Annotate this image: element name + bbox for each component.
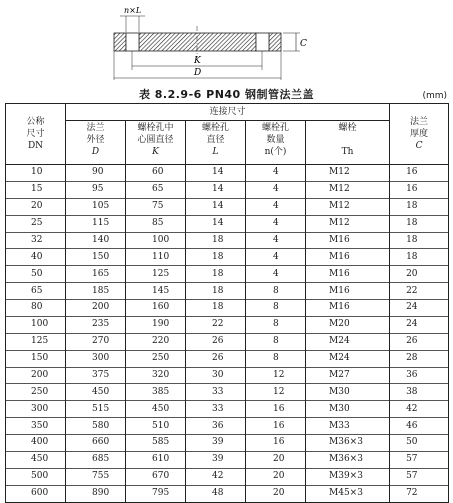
table-row bbox=[6, 485, 449, 502]
cell-hole-count: 16 bbox=[246, 401, 306, 418]
flange-body bbox=[114, 33, 281, 51]
cell-hole-count: 4 bbox=[246, 198, 306, 215]
cell-hole-diameter: 14 bbox=[186, 165, 246, 182]
cell-hole-diameter: 48 bbox=[186, 485, 246, 502]
cell-outer-diameter: 755 bbox=[66, 468, 126, 485]
cell-outer-diameter: 185 bbox=[66, 283, 126, 300]
cell-dn: 300 bbox=[6, 401, 66, 418]
cell-dn: 10 bbox=[6, 165, 66, 182]
cell-dn: 80 bbox=[6, 300, 66, 317]
cell-hole-diameter: 33 bbox=[186, 384, 246, 401]
cell-outer-diameter: 580 bbox=[66, 418, 126, 435]
cell-dn: 200 bbox=[6, 367, 66, 384]
cell-dn: 400 bbox=[6, 435, 66, 452]
cell-thickness: 16 bbox=[390, 181, 449, 198]
cell-dn: 15 bbox=[6, 181, 66, 198]
cell-bolt-circle: 220 bbox=[126, 333, 186, 350]
cell-hole-diameter: 18 bbox=[186, 249, 246, 266]
cell-thickness: 24 bbox=[390, 316, 449, 333]
cell-bolt: M30 bbox=[306, 384, 390, 401]
cell-bolt-circle: 320 bbox=[126, 367, 186, 384]
cell-outer-diameter: 270 bbox=[66, 333, 126, 350]
cell-hole-diameter: 14 bbox=[186, 181, 246, 198]
cell-hole-count: 16 bbox=[246, 435, 306, 452]
cell-outer-diameter: 235 bbox=[66, 316, 126, 333]
header-bolt: 螺栓 Th bbox=[306, 121, 390, 165]
cell-thickness: 28 bbox=[390, 350, 449, 367]
cell-bolt-circle: 450 bbox=[126, 401, 186, 418]
cell-thickness: 57 bbox=[390, 451, 449, 468]
cell-bolt-circle: 145 bbox=[126, 283, 186, 300]
cell-bolt-circle: 100 bbox=[126, 232, 186, 249]
table-row bbox=[6, 300, 449, 317]
cell-outer-diameter: 95 bbox=[66, 181, 126, 198]
cell-bolt-circle: 65 bbox=[126, 181, 186, 198]
flange-spec-table bbox=[5, 103, 449, 503]
header-dn: 公称 尺寸 DN bbox=[6, 104, 66, 165]
cell-bolt-circle: 160 bbox=[126, 300, 186, 317]
cell-thickness: 57 bbox=[390, 468, 449, 485]
cell-bolt-circle: 85 bbox=[126, 215, 186, 232]
cell-bolt-circle: 610 bbox=[126, 451, 186, 468]
cell-outer-diameter: 105 bbox=[66, 198, 126, 215]
cell-bolt-circle: 250 bbox=[126, 350, 186, 367]
cell-hole-count: 8 bbox=[246, 316, 306, 333]
cell-thickness: 50 bbox=[390, 435, 449, 452]
cell-bolt: M30 bbox=[306, 401, 390, 418]
cell-thickness: 16 bbox=[390, 165, 449, 182]
cell-bolt: M12 bbox=[306, 165, 390, 182]
cell-bolt: M27 bbox=[306, 367, 390, 384]
cell-thickness: 18 bbox=[390, 232, 449, 249]
cell-thickness: 38 bbox=[390, 384, 449, 401]
table-row bbox=[6, 468, 449, 485]
table-row bbox=[6, 232, 449, 249]
cell-bolt: M24 bbox=[306, 350, 390, 367]
cell-bolt: M36×3 bbox=[306, 435, 390, 452]
table-row bbox=[6, 350, 449, 367]
cell-outer-diameter: 890 bbox=[66, 485, 126, 502]
cell-thickness: 26 bbox=[390, 333, 449, 350]
cell-hole-diameter: 18 bbox=[186, 232, 246, 249]
table-title: 表 8.2.9-6 PN40 钢制管法兰盖 bbox=[138, 88, 315, 101]
cell-outer-diameter: 150 bbox=[66, 249, 126, 266]
cell-thickness: 18 bbox=[390, 249, 449, 266]
cell-dn: 65 bbox=[6, 283, 66, 300]
cell-hole-diameter: 18 bbox=[186, 283, 246, 300]
cell-hole-count: 4 bbox=[246, 232, 306, 249]
cell-hole-count: 4 bbox=[246, 181, 306, 198]
table-body bbox=[6, 165, 449, 503]
table-row bbox=[6, 215, 449, 232]
cell-outer-diameter: 90 bbox=[66, 165, 126, 182]
cell-bolt: M20 bbox=[306, 316, 390, 333]
cell-dn: 250 bbox=[6, 384, 66, 401]
cell-hole-count: 16 bbox=[246, 418, 306, 435]
cell-bolt: M12 bbox=[306, 181, 390, 198]
cell-thickness: 22 bbox=[390, 283, 449, 300]
cell-thickness: 36 bbox=[390, 367, 449, 384]
cell-bolt-circle: 60 bbox=[126, 165, 186, 182]
cell-bolt: M16 bbox=[306, 283, 390, 300]
table-caption bbox=[0, 86, 453, 102]
cell-thickness: 18 bbox=[390, 215, 449, 232]
cell-dn: 25 bbox=[6, 215, 66, 232]
cell-hole-count: 20 bbox=[246, 451, 306, 468]
cell-dn: 500 bbox=[6, 468, 66, 485]
cell-hole-diameter: 42 bbox=[186, 468, 246, 485]
cell-hole-diameter: 39 bbox=[186, 451, 246, 468]
cell-bolt: M12 bbox=[306, 198, 390, 215]
cell-hole-count: 8 bbox=[246, 283, 306, 300]
dim-label-nxl: n×L bbox=[124, 6, 142, 15]
cell-bolt-circle: 75 bbox=[126, 198, 186, 215]
table-row bbox=[6, 266, 449, 283]
header-outer-diameter: 法兰 外径 D bbox=[66, 121, 126, 165]
cell-hole-count: 8 bbox=[246, 333, 306, 350]
cell-hole-diameter: 36 bbox=[186, 418, 246, 435]
unit-label: (mm) bbox=[422, 91, 447, 101]
cell-outer-diameter: 200 bbox=[66, 300, 126, 317]
cell-dn: 350 bbox=[6, 418, 66, 435]
cell-bolt-circle: 670 bbox=[126, 468, 186, 485]
header-bolt-circle: 螺栓孔中 心圆直径 K bbox=[126, 121, 186, 165]
cell-thickness: 24 bbox=[390, 300, 449, 317]
table-row bbox=[6, 316, 449, 333]
cell-outer-diameter: 685 bbox=[66, 451, 126, 468]
cell-hole-count: 12 bbox=[246, 384, 306, 401]
cell-outer-diameter: 300 bbox=[66, 350, 126, 367]
cell-hole-diameter: 26 bbox=[186, 350, 246, 367]
header-thickness: 法兰 厚度 C bbox=[390, 104, 449, 165]
cell-bolt: M16 bbox=[306, 249, 390, 266]
cell-hole-diameter: 18 bbox=[186, 300, 246, 317]
table-row bbox=[6, 451, 449, 468]
cell-hole-count: 4 bbox=[246, 215, 306, 232]
cell-hole-diameter: 22 bbox=[186, 316, 246, 333]
table-row bbox=[6, 435, 449, 452]
table-row bbox=[6, 198, 449, 215]
cell-hole-count: 4 bbox=[246, 266, 306, 283]
dim-label-c: C bbox=[300, 39, 307, 49]
cell-hole-count: 8 bbox=[246, 300, 306, 317]
cell-bolt: M39×3 bbox=[306, 468, 390, 485]
cell-bolt: M12 bbox=[306, 215, 390, 232]
cell-bolt: M16 bbox=[306, 300, 390, 317]
cell-bolt: M16 bbox=[306, 266, 390, 283]
cell-hole-diameter: 30 bbox=[186, 367, 246, 384]
cell-bolt: M24 bbox=[306, 333, 390, 350]
cell-hole-count: 4 bbox=[246, 249, 306, 266]
cell-hole-count: 4 bbox=[246, 165, 306, 182]
table-row bbox=[6, 333, 449, 350]
cell-outer-diameter: 515 bbox=[66, 401, 126, 418]
cell-hole-count: 20 bbox=[246, 468, 306, 485]
header-hole-diameter: 螺栓孔 直径 L bbox=[186, 121, 246, 165]
cell-dn: 150 bbox=[6, 350, 66, 367]
cell-thickness: 18 bbox=[390, 198, 449, 215]
cell-hole-diameter: 26 bbox=[186, 333, 246, 350]
cell-bolt: M45×3 bbox=[306, 485, 390, 502]
cell-outer-diameter: 660 bbox=[66, 435, 126, 452]
cell-thickness: 46 bbox=[390, 418, 449, 435]
cell-dn: 20 bbox=[6, 198, 66, 215]
table-row bbox=[6, 181, 449, 198]
cell-dn: 600 bbox=[6, 485, 66, 502]
cell-thickness: 20 bbox=[390, 266, 449, 283]
cell-dn: 32 bbox=[6, 232, 66, 249]
cell-outer-diameter: 140 bbox=[66, 232, 126, 249]
cell-bolt-circle: 190 bbox=[126, 316, 186, 333]
table-row bbox=[6, 283, 449, 300]
cell-bolt-circle: 510 bbox=[126, 418, 186, 435]
flange-section-drawing bbox=[0, 0, 453, 80]
table-row bbox=[6, 401, 449, 418]
cell-bolt-circle: 585 bbox=[126, 435, 186, 452]
cell-bolt-circle: 795 bbox=[126, 485, 186, 502]
cell-outer-diameter: 165 bbox=[66, 266, 126, 283]
header-hole-count: 螺栓孔 数量 n(个) bbox=[246, 121, 306, 165]
cell-hole-diameter: 18 bbox=[186, 266, 246, 283]
cell-hole-diameter: 39 bbox=[186, 435, 246, 452]
cell-bolt: M33 bbox=[306, 418, 390, 435]
cell-dn: 100 bbox=[6, 316, 66, 333]
cell-dn: 125 bbox=[6, 333, 66, 350]
cell-outer-diameter: 375 bbox=[66, 367, 126, 384]
cell-outer-diameter: 115 bbox=[66, 215, 126, 232]
cell-hole-count: 12 bbox=[246, 367, 306, 384]
cell-hole-count: 20 bbox=[246, 485, 306, 502]
cell-dn: 50 bbox=[6, 266, 66, 283]
cell-hole-diameter: 14 bbox=[186, 198, 246, 215]
cell-dn: 450 bbox=[6, 451, 66, 468]
cell-outer-diameter: 450 bbox=[66, 384, 126, 401]
table-row bbox=[6, 249, 449, 266]
cell-hole-diameter: 33 bbox=[186, 401, 246, 418]
table-row bbox=[6, 418, 449, 435]
table-row bbox=[6, 367, 449, 384]
cell-hole-diameter: 14 bbox=[186, 215, 246, 232]
cell-dn: 40 bbox=[6, 249, 66, 266]
header-connection-group: 连接尺寸 bbox=[66, 104, 390, 121]
cell-bolt-circle: 125 bbox=[126, 266, 186, 283]
cell-thickness: 42 bbox=[390, 401, 449, 418]
cell-hole-count: 8 bbox=[246, 350, 306, 367]
table-row bbox=[6, 165, 449, 182]
cell-bolt: M36×3 bbox=[306, 451, 390, 468]
cell-bolt-circle: 385 bbox=[126, 384, 186, 401]
cell-bolt-circle: 110 bbox=[126, 249, 186, 266]
cell-thickness: 72 bbox=[390, 485, 449, 502]
table-row bbox=[6, 384, 449, 401]
cell-bolt: M16 bbox=[306, 232, 390, 249]
dim-label-k: K bbox=[194, 56, 201, 66]
dim-label-d: D bbox=[194, 68, 202, 78]
